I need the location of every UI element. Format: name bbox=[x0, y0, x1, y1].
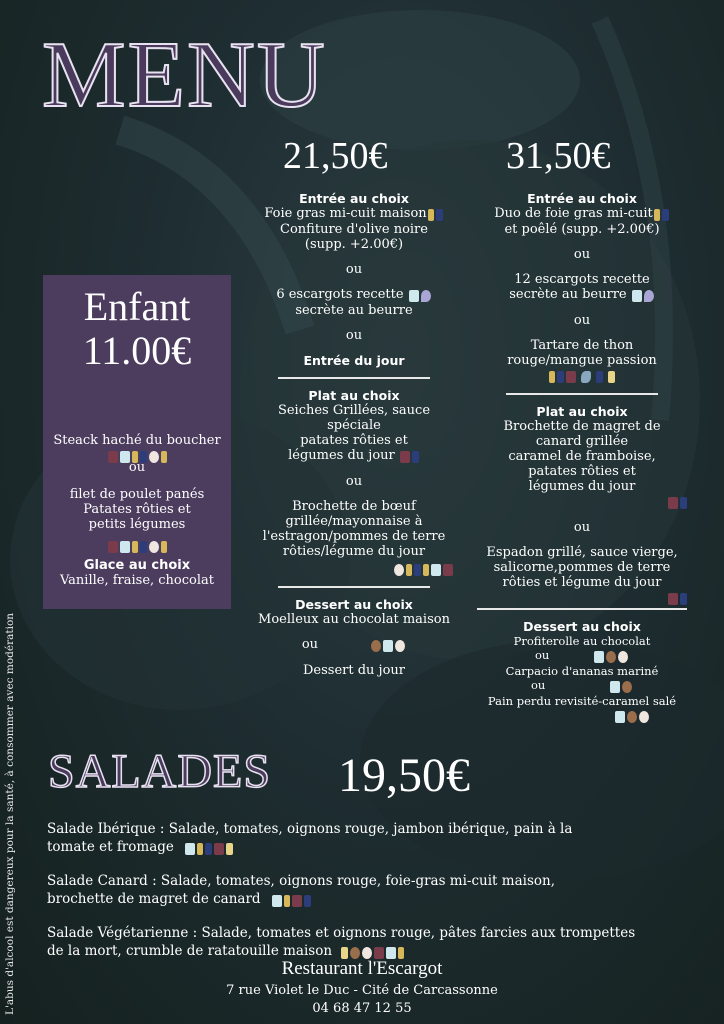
entree-heading: Entrée au choix bbox=[527, 191, 637, 206]
meat-icon bbox=[374, 947, 384, 959]
glass-icon bbox=[409, 290, 419, 302]
menu-item-text: et poêlé (supp. +2.00€) bbox=[504, 222, 660, 237]
bottle-icon bbox=[549, 371, 555, 383]
menu-item-text: Tartare de thon bbox=[530, 338, 634, 353]
menu-item-text: rôties et légume du jour bbox=[502, 575, 662, 590]
menu-item-text: légumes du jour bbox=[254, 448, 454, 464]
nut-icon bbox=[606, 651, 616, 663]
menu-item-text: secrète au beurre bbox=[295, 303, 413, 318]
or-separator: ou bbox=[573, 247, 591, 262]
dessert-heading: Dessert au choix bbox=[523, 619, 641, 634]
blue-icon bbox=[662, 209, 669, 221]
menu-item-text: Steack haché du boucher bbox=[53, 433, 221, 448]
bottle-icon bbox=[284, 895, 290, 907]
menu-item-text: patates rôties et bbox=[300, 433, 408, 448]
section-divider bbox=[278, 377, 430, 379]
egg-icon bbox=[639, 711, 649, 723]
allergen-icons bbox=[593, 650, 629, 664]
bottle-icon bbox=[197, 843, 203, 855]
glass-icon bbox=[120, 541, 130, 553]
or-separator: ou bbox=[345, 474, 363, 489]
menu-item-text: Confiture d'olive noire bbox=[280, 222, 428, 237]
glace-flavors: Vanille, fraise, chocolat bbox=[59, 573, 215, 588]
section-divider bbox=[506, 393, 658, 395]
blue-icon bbox=[596, 371, 603, 383]
allergen-icons bbox=[653, 207, 670, 222]
meat-icon bbox=[400, 451, 410, 463]
salade-item: Salade Ibérique : Salade, tomates, oignons rouge, jambon ibérique, pain à la tomate et fromage bbox=[47, 820, 667, 858]
blue-icon bbox=[436, 209, 443, 221]
menu-item-text: rôties/légume du jour bbox=[282, 544, 426, 559]
menu-item-text: Brochette de magret de bbox=[503, 419, 661, 434]
allergen-icons bbox=[476, 590, 688, 606]
egg-icon bbox=[149, 451, 159, 463]
meat-icon bbox=[668, 497, 678, 509]
allergen-icons bbox=[576, 708, 688, 724]
allergen-icons bbox=[254, 561, 454, 577]
menu-item-text: spéciale bbox=[327, 418, 381, 433]
salade-item: Salade Canard : Salade, tomates, oignons rouge, foie-gras mi-cuit maison, brochette de magret de canard bbox=[47, 872, 667, 910]
section-divider bbox=[477, 608, 687, 610]
menu-item-text: Entrée du jour bbox=[303, 353, 405, 368]
egg-icon bbox=[394, 564, 404, 576]
glace-heading: Glace au choix bbox=[83, 558, 191, 573]
kids-menu-box bbox=[43, 275, 231, 609]
alcohol-warning: L'abus d'alcool est dangereux pour la santé, à consommer avec modération bbox=[4, 612, 16, 1015]
glass-icon bbox=[383, 640, 393, 652]
restaurant-phone[interactable]: 04 68 47 12 55 bbox=[312, 1001, 412, 1016]
nut-icon bbox=[371, 640, 381, 652]
bottle-icon bbox=[398, 947, 404, 959]
meat-icon bbox=[443, 564, 453, 576]
allergen-icons bbox=[631, 288, 655, 303]
kids-menu-body bbox=[43, 433, 231, 588]
menu-item-text: filet de poulet panés bbox=[69, 487, 205, 502]
salade-item: Salade Végétarienne : Salade, tomates et oignons rouge, pâtes farcies aux trompettes de la mort, crumble de ratatouille maison bbox=[47, 924, 667, 962]
menu-price-1: 21,50€ bbox=[283, 135, 388, 177]
heart-icon bbox=[644, 290, 654, 302]
menu-item-text: Moelleux au chocolat maison bbox=[258, 612, 450, 627]
restaurant-name: Restaurant l'Escargot bbox=[281, 958, 443, 979]
menu-item-text: 6 escargots recette bbox=[254, 287, 454, 303]
menu-item-text: Carpacio d'ananas mariné bbox=[505, 664, 659, 678]
glass-icon bbox=[615, 711, 625, 723]
menu-item-text: Brochette de bœuf bbox=[292, 499, 416, 514]
or-separator: ou bbox=[476, 678, 688, 694]
section-divider bbox=[278, 586, 430, 588]
menu-item-text: (supp. +2.00€) bbox=[304, 237, 404, 252]
bottle-icon bbox=[132, 541, 138, 553]
blue-icon bbox=[304, 895, 311, 907]
blue-icon bbox=[680, 593, 687, 605]
glass-icon bbox=[386, 947, 396, 959]
wheat-icon bbox=[341, 947, 348, 959]
egg-icon bbox=[395, 640, 405, 652]
allergen-icons bbox=[184, 840, 234, 858]
meat-icon bbox=[292, 895, 302, 907]
nut-icon bbox=[627, 711, 637, 723]
allergen-icons bbox=[476, 494, 688, 510]
blue-icon bbox=[205, 843, 212, 855]
or-separator: ou bbox=[345, 262, 363, 277]
blue-icon bbox=[680, 497, 687, 509]
meat-icon bbox=[108, 541, 118, 553]
kids-menu-price: 11.00€ bbox=[82, 328, 192, 373]
menu-item-text: 12 escargots recette bbox=[514, 272, 650, 287]
nut-icon bbox=[622, 681, 632, 693]
or-separator: ou bbox=[573, 520, 591, 535]
allergen-icons bbox=[609, 680, 633, 694]
menu-item-text: grillée/mayonnaise à bbox=[285, 514, 423, 529]
menu-title: MENU bbox=[42, 23, 327, 127]
or-separator: ou bbox=[573, 313, 591, 328]
restaurant-address: 7 rue Violet le Duc - Cité de Carcassonne bbox=[226, 983, 498, 998]
menu-item-text: légumes du jour bbox=[528, 479, 636, 494]
menu-item-text: Seiches Grillées, sauce bbox=[277, 403, 431, 418]
salades-price: 19,50€ bbox=[338, 749, 470, 802]
menu-item-text: rouge/mangue passion bbox=[507, 353, 657, 368]
menu-item-text: secrète au beurre bbox=[476, 287, 688, 303]
bottle-icon bbox=[654, 209, 660, 221]
or-separator: ou bbox=[345, 328, 363, 343]
menu-price-2: 31,50€ bbox=[506, 135, 611, 177]
allergen-icons bbox=[427, 207, 444, 222]
menu-column-2 bbox=[476, 191, 688, 724]
menu-item-text: Duo de foie gras mi-cuit bbox=[476, 206, 688, 222]
allergen-icons bbox=[43, 538, 231, 554]
bottle-icon bbox=[406, 564, 412, 576]
menu-item-text: caramel de framboise, bbox=[508, 449, 656, 464]
menu-column-1 bbox=[254, 191, 454, 678]
plat-heading: Plat au choix bbox=[308, 388, 400, 403]
glass-icon bbox=[632, 290, 642, 302]
menu-item-text: Pain perdu revisité-caramel salé bbox=[487, 694, 677, 708]
blue-icon bbox=[557, 371, 564, 383]
meat-icon bbox=[668, 593, 678, 605]
meat-icon bbox=[108, 451, 118, 463]
nut-icon bbox=[350, 947, 360, 959]
glass-icon bbox=[594, 651, 604, 663]
salades-title: SALADES bbox=[48, 745, 272, 798]
fish-icon bbox=[581, 371, 591, 383]
menu-item-text: Patates rôties et bbox=[83, 502, 191, 517]
or-separator: ou bbox=[128, 460, 146, 475]
menu-item-text: petits légumes bbox=[88, 517, 186, 532]
allergen-icons bbox=[408, 288, 432, 303]
menu-item-text: Foie gras mi-cuit maison bbox=[254, 206, 454, 222]
allergen-icons bbox=[399, 449, 420, 464]
allergen-icons bbox=[370, 638, 406, 653]
entree-heading: Entrée au choix bbox=[299, 191, 409, 206]
kids-menu-title: Enfant bbox=[83, 284, 191, 329]
glass-icon bbox=[431, 564, 441, 576]
or-separator: ou bbox=[476, 648, 688, 664]
or-separator: ou bbox=[254, 637, 454, 653]
wheat-icon bbox=[608, 371, 615, 383]
menu-item-text: Profiterolle au chocolat bbox=[513, 634, 651, 648]
blue-icon bbox=[412, 451, 419, 463]
bottle-icon bbox=[423, 564, 429, 576]
meat-icon bbox=[566, 371, 576, 383]
dessert-heading: Dessert au choix bbox=[295, 597, 413, 612]
menu-item-text: l'estragon/pommes de terre bbox=[262, 529, 446, 544]
plat-heading: Plat au choix bbox=[536, 404, 628, 419]
blue-icon bbox=[414, 564, 421, 576]
menu-item-text: Dessert du jour bbox=[303, 663, 405, 678]
bottle-icon bbox=[161, 541, 167, 553]
menu-item-text: canard grillée bbox=[535, 434, 629, 449]
glass-icon bbox=[610, 681, 620, 693]
menu-item-text: salicorne,pommes de terre bbox=[493, 560, 671, 575]
menu-item-text: Espadon grillé, sauce vierge, bbox=[486, 545, 678, 560]
egg-icon bbox=[149, 541, 159, 553]
glass-icon bbox=[272, 895, 282, 907]
bottle-icon bbox=[428, 209, 434, 221]
heart-icon bbox=[421, 290, 431, 302]
glass-icon bbox=[185, 843, 195, 855]
egg-icon bbox=[362, 947, 372, 959]
meat-icon bbox=[214, 843, 224, 855]
allergen-icons bbox=[271, 892, 312, 910]
allergen-icons bbox=[476, 368, 688, 384]
blue-icon bbox=[140, 541, 147, 553]
menu-item-text: patates rôties et bbox=[528, 464, 636, 479]
wheat-icon bbox=[226, 843, 233, 855]
egg-icon bbox=[618, 651, 628, 663]
bottle-icon bbox=[161, 451, 167, 463]
